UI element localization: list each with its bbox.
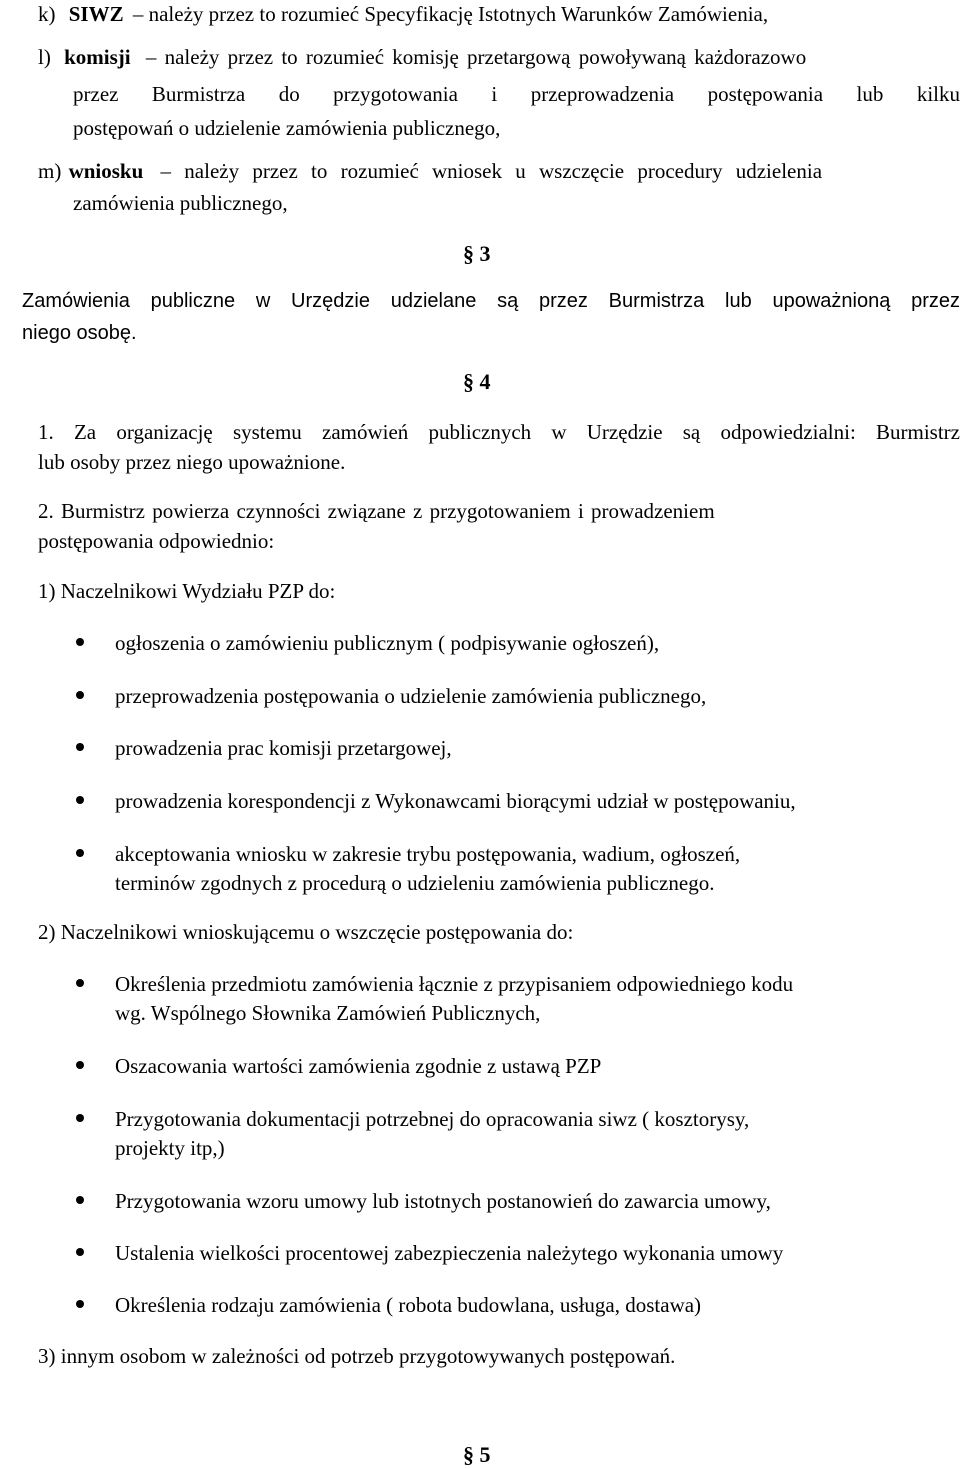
sub1-item: ogłoszenia o zamówieniu publicznym ( podpisywanie ogłoszeń), [115,631,660,655]
definition-l-line1 [38,43,806,71]
sub2-item: Określenia przedmiotu zamówienia łącznie z przypisaniem odpowiedniego kodu [115,972,794,996]
section-4-p1-line2: lub osoby przez niego upoważnione. [38,450,346,474]
sub2-item: Ustalenia wielkości procentowej zabezpieczenia należytego wykonania umowy [115,1241,784,1265]
term: wniosku [68,159,144,183]
bullet-icon [76,979,84,987]
bullet-icon [76,1114,84,1122]
sub1-label: 1) Naczelnikowi Wydziału PZP do: [38,579,336,603]
marker: l) [38,45,51,69]
marker: k) [38,2,56,26]
sub2-item: Przygotowania wzoru umowy lub istotnych postanowień do zawarcia umowy, [115,1189,771,1213]
bullet-icon [76,1248,84,1256]
definition-l-line3: postępowań o udzielenie zamówienia publicznego, [73,116,501,140]
marker: m) [38,159,62,183]
definition-text: – należy przez to rozumieć wniosek u wszczęcie procedury udzielenia [160,159,823,183]
sub1-item: przeprowadzenia postępowania o udzielenie zamówienia publicznego, [115,684,707,708]
sub2-item-continuation: projekty itp,) [115,1136,225,1160]
bullet-icon [76,638,84,646]
bullet-icon [76,691,84,699]
sub3-label: 3) innym osobom w zależności od potrzeb przygotowywanych postępowań. [38,1344,676,1368]
sub1-item: prowadzenia korespondencji z Wykonawcami biorącymi udział w postępowaniu, [115,789,796,813]
definition-text: – należy przez to rozumieć komisję przetargową powoływaną każdorazowo [145,45,807,69]
section-3-heading: § 3 [463,241,491,266]
sub1-item-continuation: terminów zgodnych z procedurą o udzieleniu zamówienia publicznego. [115,871,715,895]
bullet-icon [76,796,84,804]
bullet-icon [76,743,84,751]
bullet-icon [76,1300,84,1308]
sub2-label: 2) Naczelnikowi wnioskującemu o wszczęcie postępowania do: [38,920,574,944]
sub2-item: Określenia rodzaju zamówienia ( robota budowlana, usługa, dostawa) [115,1293,702,1317]
term: komisji [64,45,131,69]
section-4-p2-line2: postępowania odpowiednio: [38,529,275,553]
bullet-icon [76,1061,84,1069]
definition-m-line2: zamówienia publicznego, [73,191,288,215]
section-5-heading: § 5 [463,1442,491,1467]
definition-k [38,0,768,28]
section-4-heading: § 4 [463,369,491,394]
bullet-icon [76,849,84,857]
definition-m-line1 [38,157,822,185]
sub2-item-continuation: wg. Wspólnego Słownika Zamówień Publicznych, [115,1001,541,1025]
definition-l-line2: przez Burmistrza do przygotowania i przeprowadzenia postępowania lub kilku [73,82,960,106]
sub2-item: Przygotowania dokumentacji potrzebnej do opracowania siwz ( kosztorysy, [115,1107,750,1131]
bullet-icon [76,1196,84,1204]
term: SIWZ [68,2,124,26]
section-3-line1: Zamówienia publiczne w Urzędzie udzielane są przez Burmistrza lub upoważnioną przez [22,290,960,312]
sub2-item: Oszacowania wartości zamówienia zgodnie z ustawą PZP [115,1054,602,1078]
sub1-item: akceptowania wniosku w zakresie trybu postępowania, wadium, ogłoszeń, [115,842,741,866]
sub1-item: prowadzenia prac komisji przetargowej, [115,736,452,760]
section-3-line2: niego osobę. [22,322,137,344]
section-4-p2-line1: 2. Burmistrz powierza czynności związane z przygotowaniem i prowadzeniem [38,499,715,523]
definition-text: – należy przez to rozumieć Specyfikację Istotnych Warunków Zamówienia, [132,2,769,26]
section-4-p1-line1: 1. Za organizację systemu zamówień publicznych w Urzędzie są odpowiedzialni: Burmistrz [38,420,960,444]
